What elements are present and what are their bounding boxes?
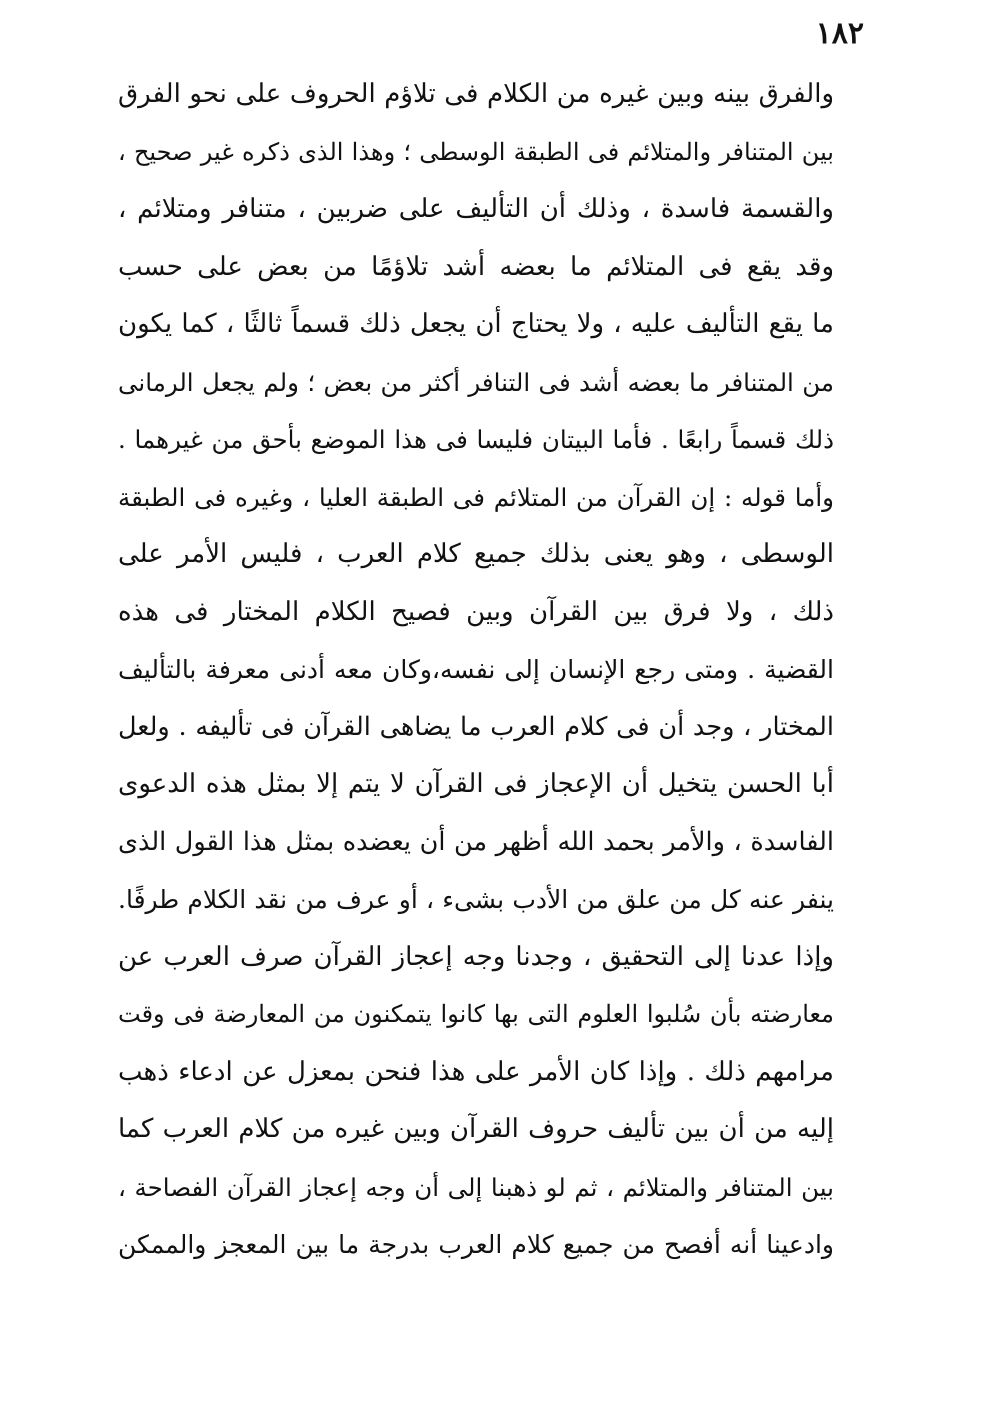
- text-line: أبا الحسن يتخيل أن الإعجاز فى القرآن لا يتم إلا بمثل هذه الدعوى: [118, 769, 834, 799]
- text-line: القضية . ومتى رجع الإنسان إلى نفسه،وكان معه أدنى معرفة بالتأليف: [118, 655, 834, 684]
- text-line: الوسطى ، وهو يعنى بذلك جميع كلام العرب ، فليس الأمر على: [118, 539, 834, 569]
- text-line: من المتنافر ما بعضه أشد فى التنافر أكثر من بعض ؛ ولم يجعل الرمانى: [118, 367, 834, 397]
- body-text: [118, 66, 834, 1274]
- text-line: بين المتنافر والمتلائم فى الطبقة الوسطى ؛ وهذا الذى ذكره غير صحيح ،: [118, 137, 834, 166]
- text-line: ما يقع التأليف عليه ، ولا يحتاج أن يجعل ذلك قسماً ثالثًا ، كما يكون: [118, 309, 834, 339]
- text-line: والقسمة فاسدة ، وذلك أن التأليف على ضربين ، متنافر ومتلائم ،: [118, 194, 834, 224]
- text-line: بين المتنافر والمتلائم ، ثم لو ذهبنا إلى أن وجه إعجاز القرآن الفصاحة ،: [118, 1172, 834, 1202]
- text-line: وأما قوله : إن القرآن من المتلائم فى الطبقة العليا ، وغيره فى الطبقة: [118, 482, 834, 512]
- text-line: وإذا عدنا إلى التحقيق ، وجدنا وجه إعجاز القرآن صرف العرب عن: [118, 941, 834, 972]
- text-line: الفاسدة ، والأمر بحمد الله أظهر من أن يعضده بمثل هذا القول الذى: [118, 826, 834, 857]
- text-line: معارضته بأن سُلبوا العلوم التى بها كانوا يتمكنون من المعارضة فى وقت: [118, 1000, 834, 1028]
- text-line: وادعينا أنه أفصح من جميع كلام العرب بدرجة ما بين المعجز والممكن: [118, 1230, 834, 1259]
- text-line: ذلك قسماً رابعًا . فأما البيتان فليسا فى هذا الموضع بأحق من غيرهما .: [118, 425, 834, 454]
- text-line: ينفر عنه كل من علق من الأدب بشىء ، أو عرف من نقد الكلام طرفًا.: [118, 885, 834, 914]
- page-number: ١٨٢: [815, 16, 864, 51]
- text-line: إليه من أن بين تأليف حروف القرآن وبين غيره من كلام العرب كما: [118, 1114, 834, 1144]
- text-line: والفرق بينه وبين غيره من الكلام فى تلاؤم الحروف على نحو الفرق: [118, 79, 834, 109]
- text-line: المختار ، وجد أن فى كلام العرب ما يضاهى القرآن فى تأليفه . ولعل: [118, 711, 834, 742]
- text-line: وقد يقع فى المتلائم ما بعضه أشد تلاؤمًا من بعض على حسب: [118, 251, 834, 282]
- text-line: ذلك ، ولا فرق بين القرآن وبين فصيح الكلام المختار فى هذه: [118, 596, 834, 627]
- text-line: مرامهم ذلك . وإذا كان الأمر على هذا فنحن بمعزل عن ادعاء ذهب: [118, 1056, 834, 1087]
